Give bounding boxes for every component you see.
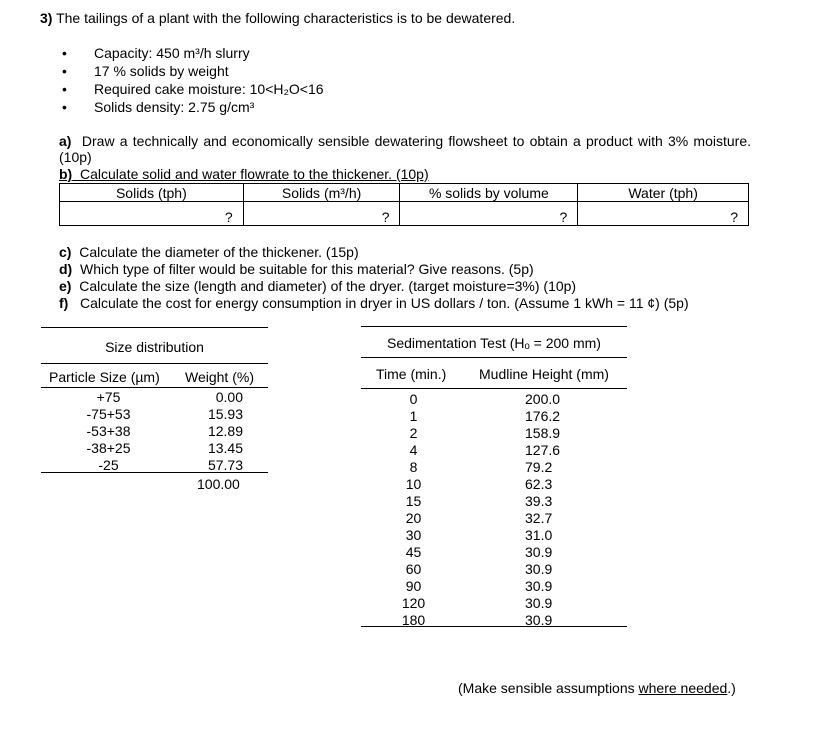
height-cell: 176.2 (525, 407, 561, 424)
size-header-weight: Weight (%) (185, 369, 254, 385)
table-row (361, 441, 627, 458)
part-f-label: f) (59, 295, 69, 311)
height-cell: 30.9 (525, 560, 553, 577)
sed-top-rule (361, 326, 627, 327)
size-header-top-rule (41, 363, 268, 364)
size-header-particle: Particle Size (µm) (49, 369, 160, 385)
footer-underlined: where needed (638, 680, 728, 696)
time-cell: 30 (405, 526, 422, 543)
size-cell: -75+53 (86, 405, 131, 422)
part-b-label: b) (59, 166, 73, 182)
table-row (361, 492, 627, 509)
part-a-text: Draw a technically and economically sensible dewatering flowsheet to obtain a product with 3% moisture. (10p) (59, 133, 752, 165)
time-cell: 8 (409, 458, 418, 475)
time-cell: 4 (409, 441, 418, 458)
height-cell: 30.9 (525, 611, 553, 628)
table-row (42, 422, 269, 439)
size-distribution-table (42, 388, 269, 473)
characteristics-list (62, 44, 324, 116)
flowrate-header-row (60, 184, 749, 202)
time-cell: 10 (405, 475, 422, 492)
table-row (361, 594, 627, 611)
question-text: The tailings of a plant with the following characteristics is to be dewatered. (56, 10, 516, 26)
time-cell: 0 (409, 390, 418, 407)
part-a-label: a) (59, 133, 72, 149)
size-total: 100.00 (197, 476, 240, 492)
table-row (42, 405, 269, 422)
table-row (361, 424, 627, 441)
weight-cell: 12.89 (207, 422, 243, 439)
table-row (42, 456, 269, 473)
height-cell: 79.2 (525, 458, 553, 475)
weight-cell: 15.93 (207, 405, 243, 422)
time-cell: 45 (405, 543, 422, 560)
bullet-solids-weight: • 17 % solids by weight (62, 62, 324, 80)
table-row (361, 390, 627, 407)
height-cell: 30.9 (525, 577, 553, 594)
size-distribution-title: Size distribution (105, 339, 204, 355)
flowrate-value-row (60, 202, 749, 226)
table-row (361, 543, 627, 560)
part-a (59, 133, 751, 165)
part-d (59, 261, 689, 278)
size-cell: -25 (98, 456, 119, 473)
time-cell: 180 (401, 611, 426, 628)
table-row (361, 526, 627, 543)
size-cell: -53+38 (86, 422, 131, 439)
part-c-text: Calculate the diameter of the thickener. (15p) (79, 244, 359, 260)
header-solids-volume: % solids by volume (400, 184, 578, 202)
part-e-label: e) (59, 278, 72, 294)
weight-cell: 13.45 (207, 439, 243, 456)
value-solids-volume: ? (400, 202, 578, 226)
footer-prefix: (Make sensible assumptions (458, 680, 639, 696)
time-cell: 15 (405, 492, 422, 509)
table-row (361, 560, 627, 577)
part-c (59, 244, 689, 261)
value-solids-m3h: ? (243, 202, 400, 226)
time-cell: 1 (409, 407, 418, 424)
part-b-text: Calculate solid and water flowrate to the thickener. (10p) (80, 166, 429, 182)
size-cell: -38+25 (86, 439, 131, 456)
time-cell: 60 (405, 560, 422, 577)
bullet-capacity: • Capacity: 450 m³/h slurry (62, 44, 324, 62)
table-row (361, 577, 627, 594)
height-cell: 30.9 (525, 543, 553, 560)
part-e-text: Calculate the size (length and diameter) of the dryer. (target moisture=3%) (10p) (79, 278, 577, 294)
height-cell: 127.6 (525, 441, 561, 458)
sed-header-height: Mudline Height (mm) (479, 366, 609, 382)
part-f-text: Calculate the cost for energy consumption in dryer in US dollars / ton. (Assume 1 kWh = 11 ¢) (5p) (80, 295, 689, 311)
height-cell: 200.0 (525, 390, 561, 407)
table-row (361, 458, 627, 475)
table-row (42, 388, 269, 405)
part-d-text: Which type of filter would be suitable for this material? Give reasons. (5p) (80, 261, 534, 277)
bullet-solids-density: • Solids density: 2.75 g/cm³ (62, 98, 324, 116)
sed-header-bottom-rule (361, 388, 627, 389)
part-f (59, 295, 689, 312)
height-cell: 32.7 (525, 509, 553, 526)
table-row (361, 407, 627, 424)
time-cell: 20 (405, 509, 422, 526)
height-cell: 31.0 (525, 526, 553, 543)
part-c-label: c) (59, 244, 72, 260)
question-number: 3) (40, 10, 53, 26)
size-top-rule (41, 327, 268, 328)
table-row (361, 509, 627, 526)
header-solids-tph: Solids (tph) (60, 184, 244, 202)
parts-list (59, 244, 689, 312)
table-row (361, 475, 627, 492)
header-water-tph: Water (tph) (578, 184, 749, 202)
height-cell: 39.3 (525, 492, 553, 509)
part-e (59, 278, 689, 295)
footer-note (458, 680, 736, 696)
height-cell: 62.3 (525, 475, 553, 492)
question-title (40, 10, 515, 26)
weight-cell: 0.00 (215, 388, 243, 405)
time-cell: 120 (401, 594, 426, 611)
time-cell: 2 (409, 424, 418, 441)
part-b (59, 166, 429, 182)
sed-header-top-rule (361, 357, 627, 358)
size-cell: +75 (96, 388, 121, 405)
table-row (42, 439, 269, 456)
sed-header-time: Time (min.) (376, 366, 447, 382)
footer-suffix: .) (727, 680, 736, 696)
time-cell: 90 (405, 577, 422, 594)
flowrate-table (59, 183, 749, 226)
bullet-cake-moisture: • Required cake moisture: 10<H₂O<16 (62, 80, 324, 98)
sedimentation-table (361, 390, 627, 628)
size-bottom-rule (41, 472, 268, 473)
height-cell: 158.9 (525, 424, 561, 441)
part-d-label: d) (59, 261, 73, 277)
value-solids-tph: ? (60, 202, 244, 226)
sedimentation-title: Sedimentation Test (Hₒ = 200 mm) (387, 335, 601, 351)
value-water-tph: ? (578, 202, 749, 226)
height-cell: 30.9 (525, 594, 553, 611)
sed-bottom-rule (361, 626, 627, 627)
weight-cell: 57.73 (207, 456, 243, 473)
header-solids-m3h: Solids (m³/h) (243, 184, 400, 202)
